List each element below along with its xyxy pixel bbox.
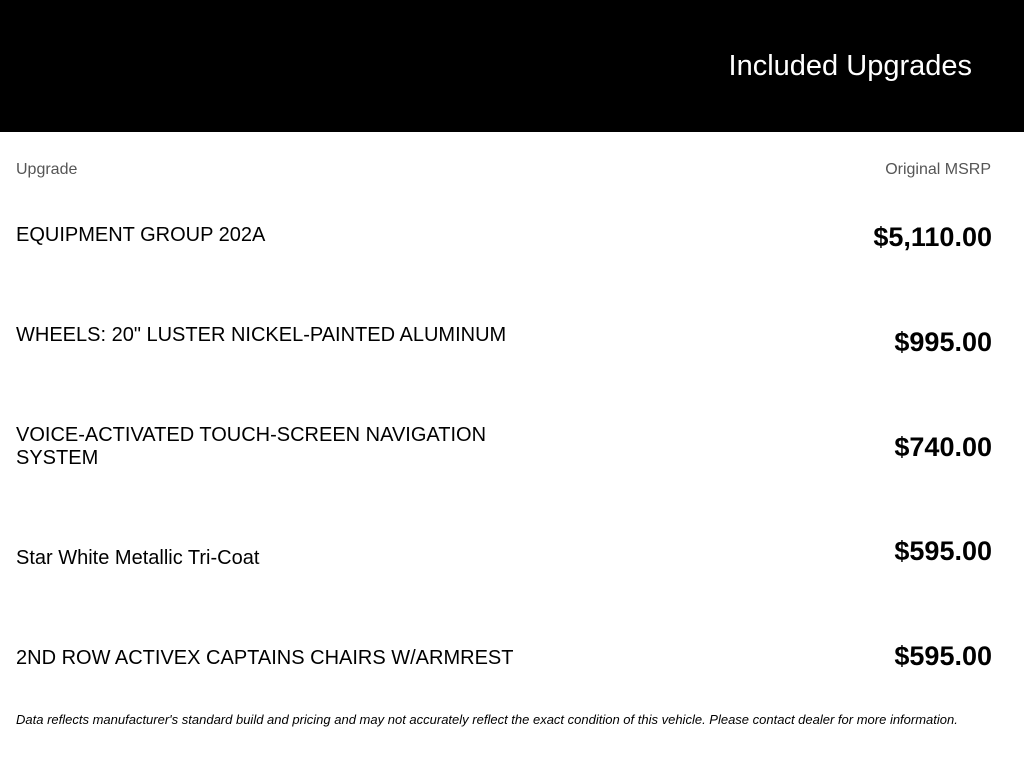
- upgrade-name: EQUIPMENT GROUP 202A: [16, 224, 266, 246]
- upgrade-price: $595.00: [894, 641, 992, 671]
- upgrade-price: $595.00: [894, 536, 992, 566]
- upgrade-row: [16, 537, 992, 577]
- upgrade-price: $995.00: [894, 327, 992, 357]
- upgrade-row: [16, 224, 992, 264]
- upgrade-price: $5,110.00: [873, 222, 992, 252]
- disclaimer-text: Data reflects manufacturer's standard build and pricing and may not accurately reflect the exact condition of this vehicle. Please contact dealer for more information.: [16, 712, 958, 727]
- upgrade-row: [16, 424, 992, 474]
- column-header-upgrade: Upgrade: [16, 161, 78, 178]
- upgrade-name: Star White Metallic Tri-Coat: [16, 547, 260, 569]
- upgrade-row: [16, 641, 992, 687]
- upgrade-name: WHEELS: 20" LUSTER NICKEL-PAINTED ALUMINUM: [16, 324, 507, 346]
- upgrade-name: VOICE-ACTIVATED TOUCH-SCREEN NAVIGATION SYSTEM: [16, 424, 487, 469]
- page-title: Included Upgrades: [728, 50, 972, 82]
- upgrade-row: [16, 324, 992, 364]
- column-header-msrp: Original MSRP: [885, 161, 991, 178]
- upgrade-name: 2ND ROW ACTIVEX CAPTAINS CHAIRS W/ARMREST: [16, 647, 514, 669]
- header-bar: [0, 0, 1024, 132]
- upgrade-price: $740.00: [894, 432, 992, 462]
